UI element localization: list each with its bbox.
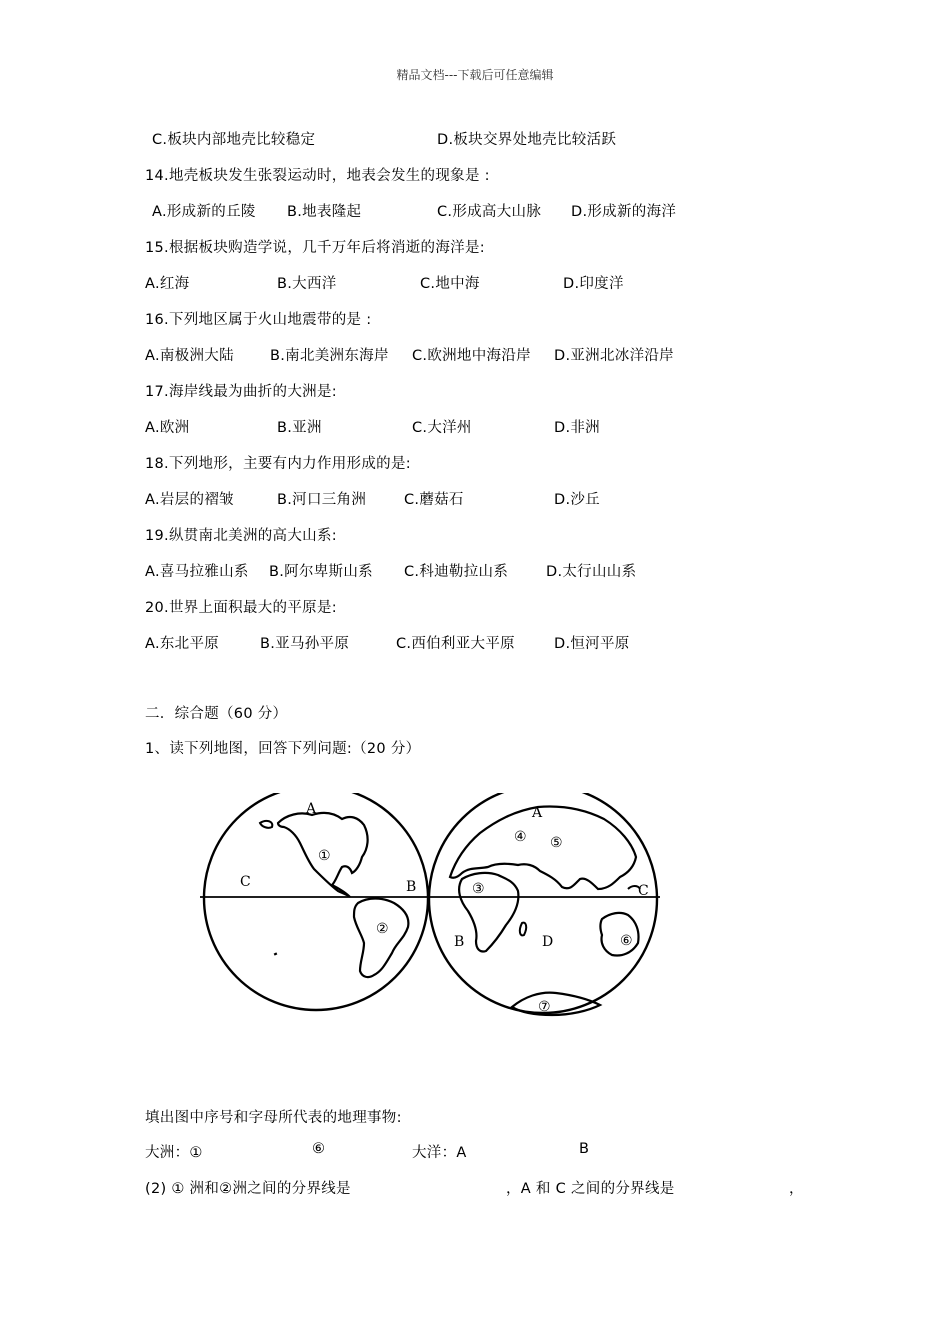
q17-option-d: D.非洲	[554, 420, 600, 436]
q13-option-c: C.板块内部地壳比较稳定	[152, 132, 316, 148]
east-label-c: C	[638, 883, 649, 899]
page-header: 精品文档---下载后可任意编辑	[396, 68, 554, 82]
q18-option-b: B.河口三角洲	[277, 492, 367, 508]
west-label-a: A	[306, 801, 317, 817]
q15-option-c: C.地中海	[420, 276, 480, 292]
western-hemisphere-outline	[204, 793, 428, 1010]
q19-option-c: C.科迪勒拉山系	[404, 564, 509, 580]
q15-option-b: B.大西洋	[277, 276, 337, 292]
q15-option-d: D.印度洋	[563, 276, 624, 292]
q14-stem: 14.地壳板块发生张裂运动时，地表会发生的现象是 :	[145, 168, 490, 184]
east-label-5: ⑤	[550, 835, 563, 851]
q16-option-c: C.欧洲地中海沿岸	[412, 348, 531, 364]
east-label-b: B	[454, 934, 465, 950]
q14-option-b: B.地表隆起	[287, 204, 362, 220]
q13-option-d: D.板块交界处地壳比较活跃	[437, 132, 617, 148]
q2-part3: ，	[789, 1181, 804, 1197]
south-america-outline	[354, 899, 408, 978]
q20-option-d: D.恒河平原	[554, 636, 630, 652]
q19-option-d: D.太行山山系	[546, 564, 637, 580]
q18-option-a: A.岩层的褶皱	[145, 492, 234, 508]
ocean-b-label: B	[579, 1141, 590, 1157]
q14-option-c: C.形成高大山脉	[437, 204, 542, 220]
western-hemisphere	[204, 793, 428, 1010]
question-1-stem: 1、读下列地图，回答下列问题:（20 分）	[145, 741, 421, 757]
q17-option-a: A.欧洲	[145, 420, 190, 436]
q16-option-b: B.南北美洲东海岸	[270, 348, 389, 364]
east-label-4: ④	[514, 829, 527, 845]
east-label-6: ⑥	[620, 933, 633, 949]
q15-stem: 15.根据板块购造学说，几千万年后将消逝的海洋是:	[145, 240, 485, 256]
q20-option-a: A.东北平原	[145, 636, 220, 652]
q17-option-c: C.大洋州	[412, 420, 472, 436]
q18-option-d: D.沙丘	[554, 492, 600, 508]
q14-option-a: A.形成新的丘陵	[152, 204, 256, 220]
section-title: 二．综合题（60 分）	[145, 706, 288, 722]
world-map	[200, 793, 660, 1033]
q20-stem: 20.世界上面积最大的平原是:	[145, 600, 337, 616]
west-label-1: ①	[318, 848, 331, 864]
fill-instructions: 填出图中序号和字母所代表的地理事物:	[145, 1110, 402, 1126]
q18-option-c: C.蘑菇石	[404, 492, 464, 508]
eurasia-outline	[450, 807, 636, 890]
q18-stem: 18.下列地形，主要有内力作用形成的是:	[145, 456, 411, 472]
q17-stem: 17.海岸线最为曲折的大洲是:	[145, 384, 337, 400]
q15-option-a: A.红海	[145, 276, 190, 292]
west-label-c: C	[240, 874, 251, 890]
q19-option-a: A.喜马拉雅山系	[145, 564, 249, 580]
east-label-d: D	[542, 934, 554, 950]
east-label-3: ③	[472, 881, 485, 897]
q2-part1: (2) ① 洲和②洲之间的分界线是	[145, 1181, 351, 1197]
east-label-a: A	[532, 805, 543, 821]
q16-option-a: A.南极洲大陆	[145, 348, 234, 364]
q19-option-b: B.阿尔卑斯山系	[269, 564, 373, 580]
continent-label: 大洲：①	[145, 1145, 203, 1161]
west-label-b: B	[406, 879, 417, 895]
q17-option-b: B.亚洲	[277, 420, 322, 436]
q19-stem: 19.纵贯南北美洲的高大山系:	[145, 528, 337, 544]
eastern-hemisphere	[429, 793, 657, 1015]
continent-6-label: ⑥	[312, 1141, 326, 1157]
q20-option-b: B.亚马孙平原	[260, 636, 350, 652]
q14-option-d: D.形成新的海洋	[571, 204, 677, 220]
west-label-2: ②	[376, 921, 389, 937]
ocean-label: 大洋：A	[412, 1145, 467, 1161]
africa-outline	[459, 873, 518, 952]
q16-option-d: D.亚洲北冰洋沿岸	[554, 348, 674, 364]
q16-stem: 16.下列地区属于火山地震带的是 :	[145, 312, 372, 328]
q20-option-c: C.西伯利亚大平原	[396, 636, 515, 652]
q2-part2: ，A 和 C 之间的分界线是	[506, 1181, 675, 1197]
east-label-7: ⑦	[538, 999, 551, 1015]
